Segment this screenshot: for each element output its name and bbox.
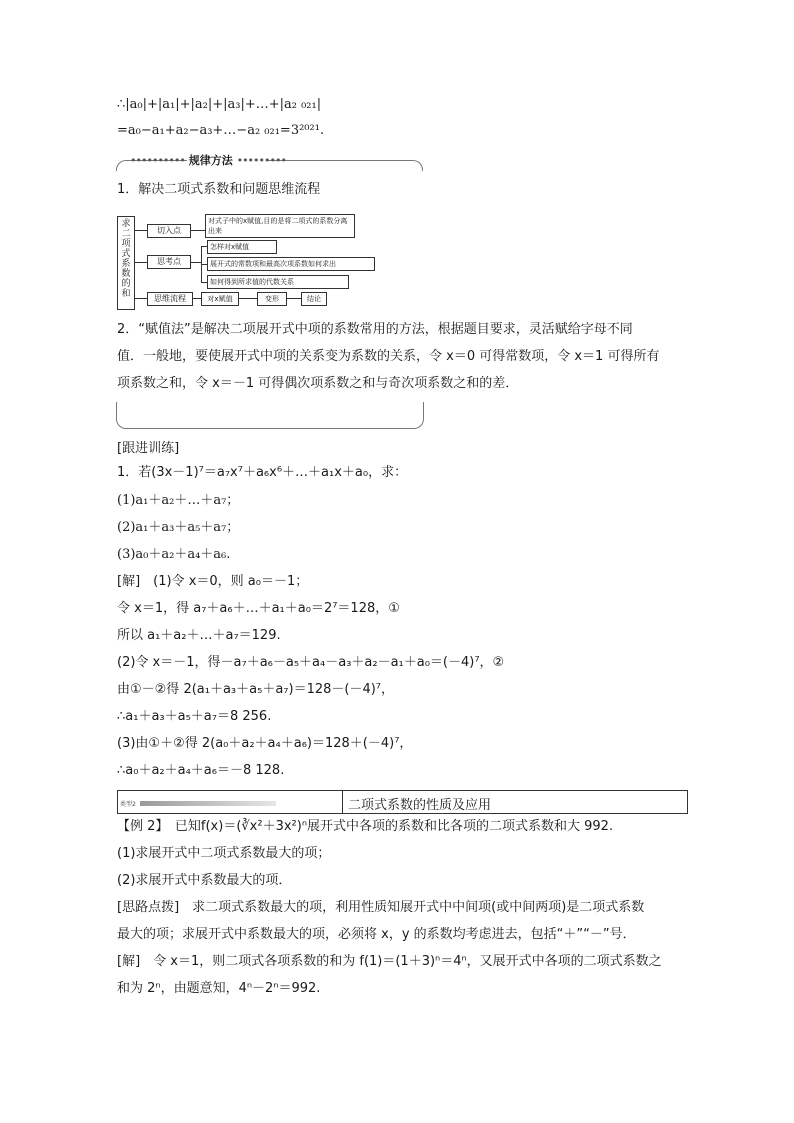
example-line-3: (2)求展开式中系数最大的项． [117, 873, 292, 888]
solution-line-3: 所以 a₁＋a₂＋…＋a₇＝129. [117, 628, 281, 643]
section-tag: 类型2 [120, 801, 136, 808]
flow-entry-note: 对式子中的x赋值,目的是将二项式的系数分离出来 [205, 214, 355, 238]
flow-step-1: 对x赋值 [201, 292, 239, 306]
section-title: 二项式系数的性质及应用 [348, 798, 492, 813]
solution-line-5: 由①－②得 2(a₁＋a₃＋a₅＋a₇)＝128－(－4)⁷， [117, 682, 395, 697]
solution-line-4: (2)令 x＝－1，得－a₇＋a₆－a₅＋a₄－a₃＋a₂－a₁＋a₀＝(－4)⁷，② [117, 655, 505, 670]
example-line-1: 【例 2】 已知f(x)＝(∛x²＋3x²)ⁿ展开式中各项的系数和比各项的二项式系数和大 992. [117, 819, 614, 834]
flow-step-3: 结论 [301, 292, 327, 306]
solution-line-1: [解] (1)令 x＝0，则 a₀＝－1； [117, 574, 309, 589]
practice-q1-part-2: (2)a₁＋a₃＋a₅＋a₇； [117, 520, 240, 535]
flow-branch-process: 思维流程 [147, 292, 193, 306]
example-line-6: [解] 令 x＝1，则二项式各项系数的和为 f(1)＝(1＋3)ⁿ＝4ⁿ，又展开式中各项的二项式系数之 [117, 954, 662, 969]
section-tag-bar [140, 801, 276, 806]
flow-think-note-2: 展开式的常数项和最高次项系数如何求出 [207, 257, 375, 271]
example-line-4: [思路点拨] 求二项式系数最大的项，利用性质知展开式中中间项(或中间两项)是二项式系数 [117, 900, 645, 915]
flow-think-note-3: 如何得到所求值的代数关系 [207, 275, 349, 289]
practice-q1-part-1: (1)a₁＋a₂＋…＋a₇； [117, 493, 240, 508]
solution-line-2: 令 x＝1，得 a₇＋a₆＋…＋a₁＋a₀＝2⁷＝128，① [117, 601, 400, 616]
method-item-2-line-3: 项系数之和，令 x＝－1 可得偶次项系数之和与奇次项系数之和的差． [117, 376, 519, 391]
equation-line-1: ∴|a₀|+|a₁|+|a₂|+|a₃|+…+|a₂ ₀₂₁| [117, 97, 322, 112]
practice-q1: 1．若(3x－1)⁷＝a₇x⁷＋a₆x⁶＋…＋a₁x＋a₀，求： [117, 465, 408, 480]
practice-q1-part-3: (3)a₀＋a₂＋a₄＋a₆. [117, 547, 231, 562]
example-line-7: 和为 2ⁿ，由题意知，4ⁿ－2ⁿ＝992. [117, 981, 321, 996]
flow-step-2: 变形 [257, 292, 287, 306]
method-item-1: 1．解决二项式系数和问题思维流程 [117, 182, 321, 197]
flow-root: 求二项式系数的和 [117, 216, 135, 310]
solution-line-6: ∴a₁＋a₃＋a₅＋a₇＝8 256. [117, 709, 272, 724]
flow-diagram [117, 214, 387, 312]
method-item-2-line-1: 2．“赋值法”是解决二项展开式中项的系数常用的方法，根据题目要求，灵活赋给字母不同 [117, 322, 633, 337]
flow-branch-entry: 切入点 [147, 224, 191, 238]
flow-branch-think: 思考点 [147, 255, 191, 269]
equation-line-2: =a₀−a₁+a₂−a₃+…−a₂ ₀₂₁=3²⁰²¹. [117, 123, 325, 138]
solution-line-7: (3)由①＋②得 2(a₀＋a₂＋a₄＋a₆)＝128＋(－4)⁷， [117, 736, 413, 751]
practice-header: [跟进训练] [117, 441, 180, 456]
example-line-5: 最大的项；求展开式中系数最大的项，必须将 x，y 的系数均考虑进去，包括“＋”“－”号． [117, 927, 636, 942]
section-banner [117, 790, 688, 814]
flow-think-note-1: 怎样对x赋值 [207, 240, 277, 254]
method-item-2-line-2: 值．一般地，要使展开式中项的关系变为系数的关系，令 x＝0 可得常数项，令 x＝1 可得所有 [117, 349, 660, 364]
method-box-bottom [116, 402, 424, 429]
example-line-2: (1)求展开式中二项式系数最大的项； [117, 846, 331, 861]
solution-line-8: ∴a₀＋a₂＋a₄＋a₆＝－8 128. [117, 763, 285, 778]
method-title: •••••••••• 规律方法 ••••••••• [130, 154, 286, 167]
